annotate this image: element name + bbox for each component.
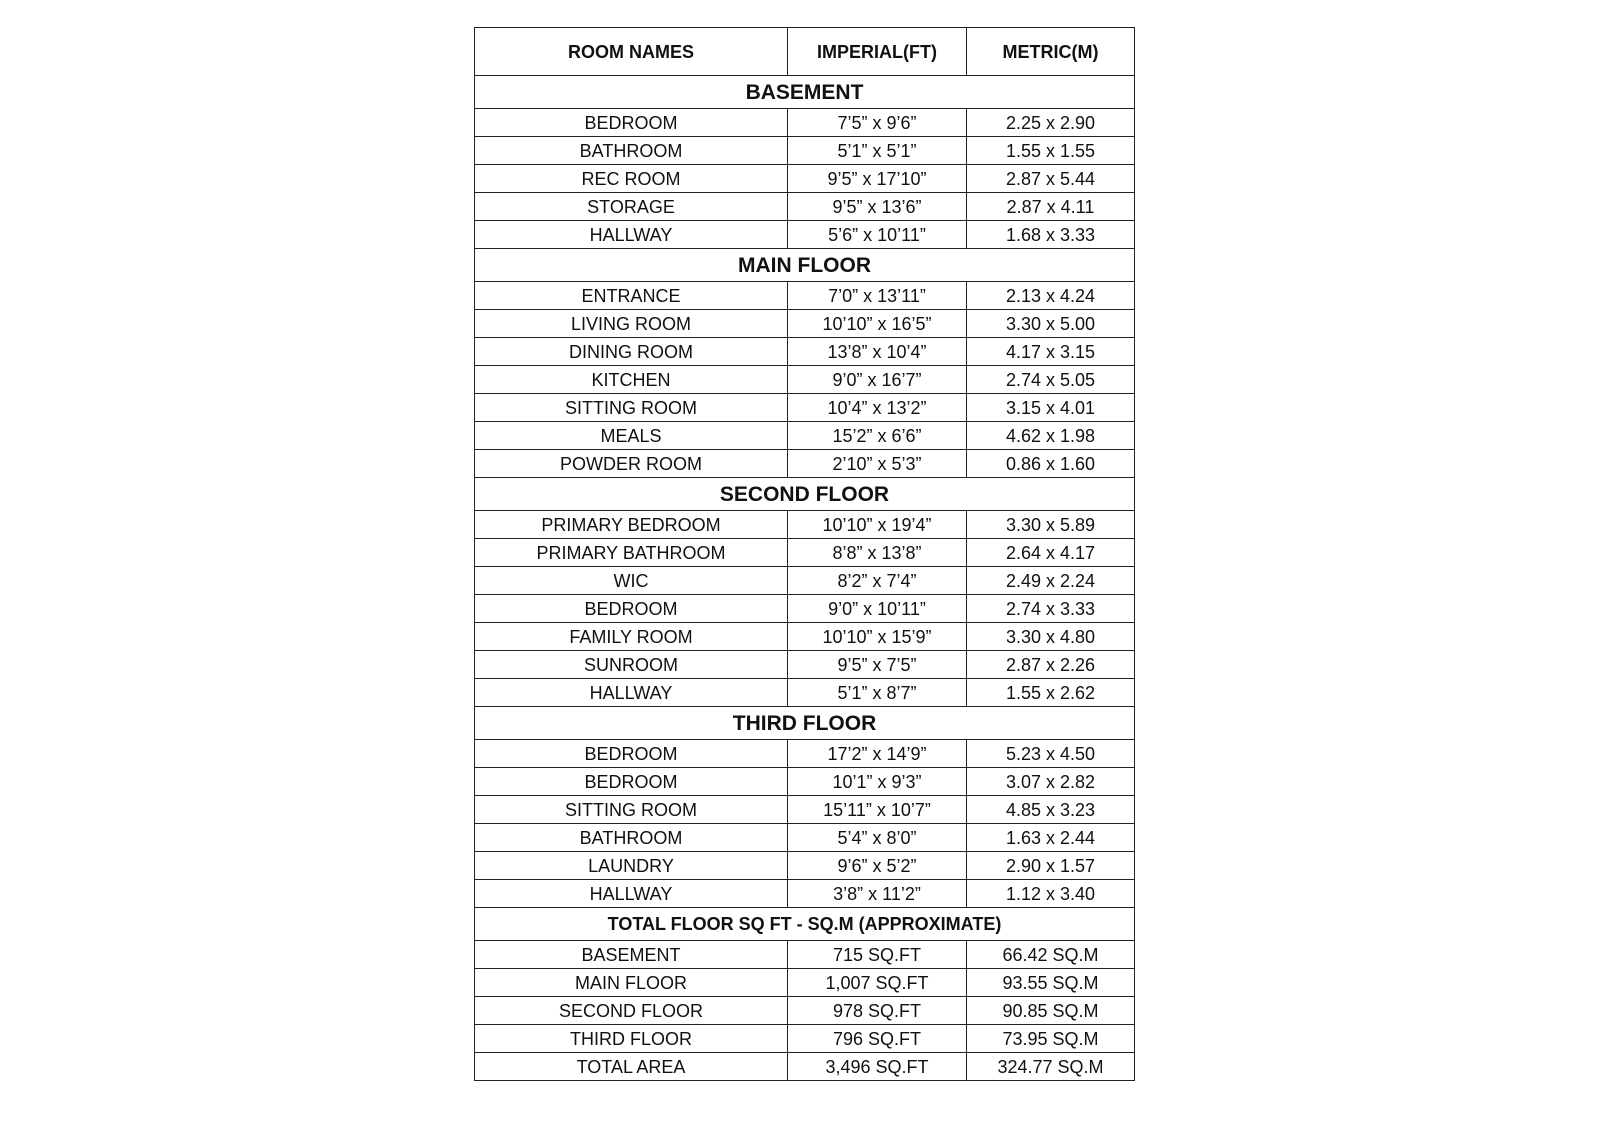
metric-cell: 2.13 x 4.24 [967,282,1135,310]
room-name-cell: BATHROOM [475,137,788,165]
room-name-cell: SECOND FLOOR [475,997,788,1025]
metric-cell: 2.25 x 2.90 [967,109,1135,137]
metric-cell: 3.15 x 4.01 [967,394,1135,422]
header-imperial: IMPERIAL(FT) [788,28,967,76]
metric-cell: 2.90 x 1.57 [967,852,1135,880]
table-row [475,651,1135,679]
room-name-cell: PRIMARY BATHROOM [475,539,788,567]
imperial-cell: 5’4” x 8’0” [788,824,967,852]
section-title: SECOND FLOOR [475,478,1135,511]
metric-cell: 1.55 x 2.62 [967,679,1135,707]
room-name-cell: SUNROOM [475,651,788,679]
section-header-row [475,76,1135,109]
imperial-cell: 9’0” x 10’11” [788,595,967,623]
metric-cell: 2.87 x 5.44 [967,165,1135,193]
room-name-cell: SITTING ROOM [475,796,788,824]
table-row [475,394,1135,422]
room-name-cell: MAIN FLOOR [475,969,788,997]
imperial-cell: 5’1” x 8’7” [788,679,967,707]
metric-cell: 4.85 x 3.23 [967,796,1135,824]
table-row [475,969,1135,997]
metric-cell: 3.30 x 4.80 [967,623,1135,651]
table-row [475,941,1135,969]
table-row [475,852,1135,880]
room-name-cell: BATHROOM [475,824,788,852]
table-row [475,338,1135,366]
metric-cell: 93.55 SQ.M [967,969,1135,997]
metric-cell: 2.49 x 2.24 [967,567,1135,595]
table-row [475,221,1135,249]
section-header-row [475,707,1135,740]
room-name-cell: PRIMARY BEDROOM [475,511,788,539]
metric-cell: 0.86 x 1.60 [967,450,1135,478]
room-name-cell: MEALS [475,422,788,450]
imperial-cell: 715 SQ.FT [788,941,967,969]
imperial-cell: 796 SQ.FT [788,1025,967,1053]
room-name-cell: ENTRANCE [475,282,788,310]
imperial-cell: 9’5” x 17’10” [788,165,967,193]
room-name-cell: KITCHEN [475,366,788,394]
imperial-cell: 5’1” x 5’1” [788,137,967,165]
room-name-cell: TOTAL AREA [475,1053,788,1081]
table-row [475,997,1135,1025]
room-name-cell: BEDROOM [475,595,788,623]
section-header-row [475,478,1135,511]
table-row [475,824,1135,852]
imperial-cell: 17’2” x 14’9” [788,740,967,768]
header-row [475,28,1135,76]
imperial-cell: 10’10” x 15’9” [788,623,967,651]
room-name-cell: POWDER ROOM [475,450,788,478]
room-name-cell: LAUNDRY [475,852,788,880]
table-row [475,679,1135,707]
metric-cell: 3.30 x 5.89 [967,511,1135,539]
imperial-cell: 5’6” x 10’11” [788,221,967,249]
table-row [475,109,1135,137]
table-row [475,768,1135,796]
table-row [475,193,1135,221]
metric-cell: 3.30 x 5.00 [967,310,1135,338]
table-row [475,137,1135,165]
metric-cell: 2.87 x 2.26 [967,651,1135,679]
metric-cell: 3.07 x 2.82 [967,768,1135,796]
header-metric: METRIC(M) [967,28,1135,76]
table-row [475,539,1135,567]
room-name-cell: BASEMENT [475,941,788,969]
metric-cell: 1.55 x 1.55 [967,137,1135,165]
table-row [475,282,1135,310]
imperial-cell: 9’6” x 5’2” [788,852,967,880]
metric-cell: 4.62 x 1.98 [967,422,1135,450]
table-row [475,422,1135,450]
metric-cell: 5.23 x 4.50 [967,740,1135,768]
imperial-cell: 10’4” x 13’2” [788,394,967,422]
imperial-cell: 7’0” x 13’11” [788,282,967,310]
table-row [475,595,1135,623]
room-name-cell: BEDROOM [475,768,788,796]
room-name-cell: BEDROOM [475,109,788,137]
imperial-cell: 10’10” x 16’5” [788,310,967,338]
room-dimensions-table [474,27,1135,1081]
metric-cell: 2.74 x 3.33 [967,595,1135,623]
imperial-cell: 1,007 SQ.FT [788,969,967,997]
section-title: MAIN FLOOR [475,249,1135,282]
metric-cell: 73.95 SQ.M [967,1025,1135,1053]
table-row [475,511,1135,539]
room-name-cell: FAMILY ROOM [475,623,788,651]
metric-cell: 1.12 x 3.40 [967,880,1135,908]
imperial-cell: 10’1” x 9’3” [788,768,967,796]
metric-cell: 4.17 x 3.15 [967,338,1135,366]
imperial-cell: 7’5” x 9’6” [788,109,967,137]
section-header-row [475,249,1135,282]
section-header-row [475,908,1135,941]
imperial-cell: 8’2” x 7’4” [788,567,967,595]
room-name-cell: WIC [475,567,788,595]
table-row [475,450,1135,478]
imperial-cell: 13’8” x 10’4” [788,338,967,366]
imperial-cell: 3’8” x 11’2” [788,880,967,908]
metric-cell: 66.42 SQ.M [967,941,1135,969]
imperial-cell: 8’8” x 13’8” [788,539,967,567]
table-row [475,880,1135,908]
table-row [475,796,1135,824]
room-name-cell: STORAGE [475,193,788,221]
room-name-cell: HALLWAY [475,679,788,707]
imperial-cell: 9’5” x 7’5” [788,651,967,679]
imperial-cell: 9’0” x 16’7” [788,366,967,394]
imperial-cell: 15’11” x 10’7” [788,796,967,824]
imperial-cell: 3,496 SQ.FT [788,1053,967,1081]
section-title: BASEMENT [475,76,1135,109]
header-room-names: ROOM NAMES [475,28,788,76]
metric-cell: 1.68 x 3.33 [967,221,1135,249]
table-row [475,1053,1135,1081]
table-row [475,623,1135,651]
room-name-cell: SITTING ROOM [475,394,788,422]
imperial-cell: 978 SQ.FT [788,997,967,1025]
metric-cell: 1.63 x 2.44 [967,824,1135,852]
imperial-cell: 9’5” x 13’6” [788,193,967,221]
imperial-cell: 2’10” x 5’3” [788,450,967,478]
room-name-cell: DINING ROOM [475,338,788,366]
table-row [475,366,1135,394]
room-name-cell: HALLWAY [475,880,788,908]
table-row [475,740,1135,768]
table-row [475,1025,1135,1053]
room-name-cell: REC ROOM [475,165,788,193]
table-row [475,310,1135,338]
metric-cell: 2.64 x 4.17 [967,539,1135,567]
metric-cell: 2.87 x 4.11 [967,193,1135,221]
room-name-cell: THIRD FLOOR [475,1025,788,1053]
table-row [475,567,1135,595]
section-title: THIRD FLOOR [475,707,1135,740]
metric-cell: 324.77 SQ.M [967,1053,1135,1081]
metric-cell: 90.85 SQ.M [967,997,1135,1025]
metric-cell: 2.74 x 5.05 [967,366,1135,394]
section-title: TOTAL FLOOR SQ FT - SQ.M (APPROXIMATE) [475,908,1135,941]
imperial-cell: 10’10” x 19’4” [788,511,967,539]
room-name-cell: LIVING ROOM [475,310,788,338]
room-name-cell: BEDROOM [475,740,788,768]
table-row [475,165,1135,193]
imperial-cell: 15’2” x 6’6” [788,422,967,450]
room-name-cell: HALLWAY [475,221,788,249]
